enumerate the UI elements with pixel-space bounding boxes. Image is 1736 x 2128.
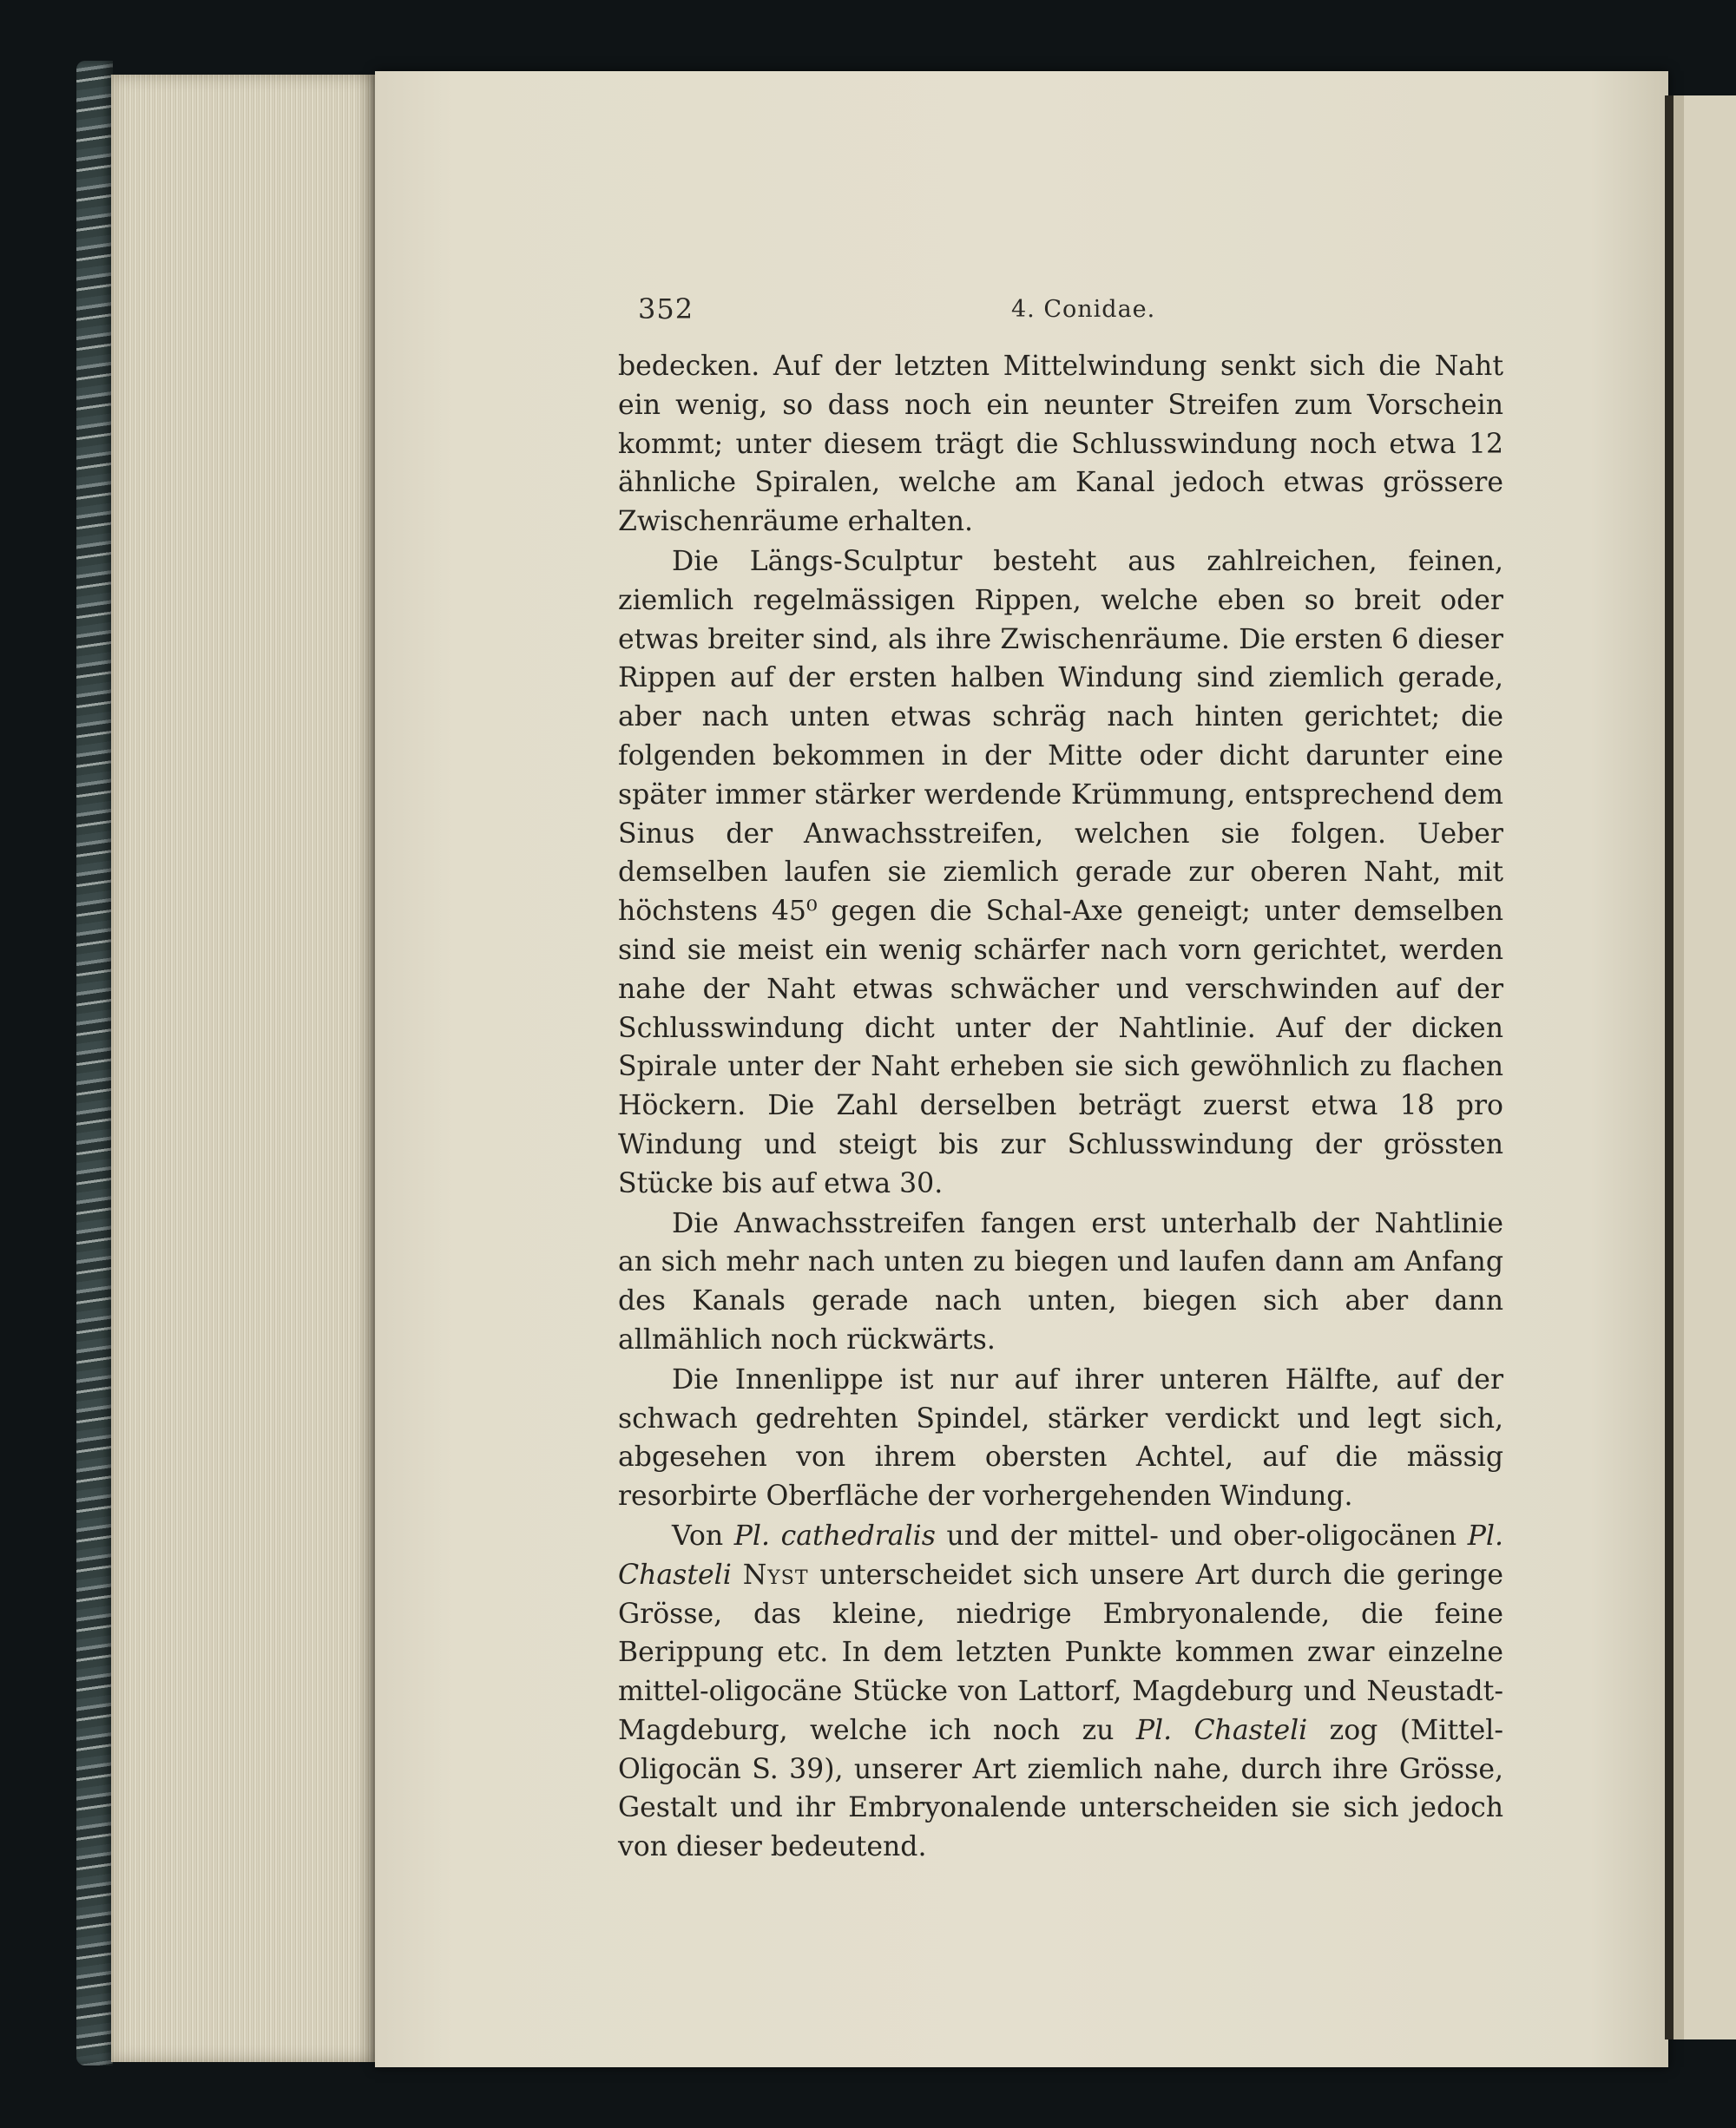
body-text — [618, 347, 1503, 1867]
paragraph-5 — [618, 1517, 1503, 1867]
text-segment: zog (Mittel-Oligocän S. 39), unserer Art ziemlich nahe, durch ihre Grösse, Gestalt und ihr Embryonalende unterscheiden sie sich jedoch von dieser bedeutend. — [618, 1714, 1503, 1863]
next-page-edge — [1665, 95, 1736, 2039]
paragraph-3: Die Anwachsstreifen fangen erst unterhalb der Nahtlinie an sich mehr nach unten zu biegen und laufen dann am Anfang des Kanals gerade nach unten, biegen sich aber dann allmählich noch rückwärts. — [618, 1207, 1503, 1356]
text-segment: Von — [672, 1520, 734, 1552]
species-name: Pl. Chasteli — [618, 1520, 1504, 1591]
marbled-cover-edge — [76, 61, 113, 2066]
paragraph-4: Die Innenlippe ist nur auf ihrer unteren Hälfte, auf der schwach gedrehten Spindel, stärker verdickt und legt sich, abgesehen von ihrem obersten Achtel, auf die mässig resorbirte Oberfläche der vorhergehenden Windung. — [618, 1363, 1503, 1513]
page-number: 352 — [638, 292, 694, 325]
author-name: Nyst — [742, 1559, 809, 1591]
running-head: 4. Conidae. — [1011, 296, 1156, 323]
page-stack-edge — [111, 75, 380, 2062]
text-segment — [732, 1560, 743, 1591]
text-segment: und der mittel- und ober-oligocänen — [935, 1520, 1468, 1552]
paragraph-1: bedecken. Auf der letzten Mittelwindung senkt sich die Naht ein wenig, so dass noch ein neunter Streifen zum Vorschein kommt; unter diesem trägt die Schlusswindung noch etwa 12 ähnliche Spiralen, welche am Kanal jedoch etwas grössere Zwischenräume erhalten. — [618, 351, 1503, 538]
species-name: Pl. cathedralis — [733, 1520, 936, 1552]
species-name: Pl. Chasteli — [1135, 1714, 1308, 1746]
paragraph-2: Die Längs-Sculptur besteht aus zahlreichen, feinen, ziemlich regelmässigen Rippen, welche eben so breit oder etwas breiter sind, als ihre Zwischenräume. Die ersten 6 dieser Rippen auf der ersten halben Windung sind ziemlich gerade, aber nach unten etwas schräg nach hinten gerichtet; die folgenden bekommen in der Mitte oder dicht darunter eine später immer stärker werdende Krümmung, entsprechend dem Sinus der Anwachsstreifen, welchen sie folgen. Ueber demselben laufen sie ziemlich gerade zur oberen Naht, mit höchstens 45⁰ gegen die Schal-Axe geneigt; unter demselben sind sie meist ein wenig schärfer nach vorn gerichtet, werden nahe der Naht etwas schwächer und verschwinden auf der Schlusswindung dicht unter der Nahtlinie. Auf der dicken Spirale unter der Naht erheben sie sich gewöhnlich zu flachen Höckern. Die Zahl derselben beträgt zuerst etwa 18 pro Windung und steigt bis zur Schlusswindung der grössten Stücke bis auf etwa 30. — [618, 545, 1503, 1199]
text-segment: unterscheidet sich unsere Art durch die geringe Grösse, das kleine, niedrige Embryonalende, die feine Berippung etc. In dem letzten Punkte kommen zwar einzelne mittel-oligocäne Stücke von Lattorf, Magdeburg und Neustadt-Magdeburg, welche ich noch zu — [618, 1559, 1503, 1746]
page-header — [638, 292, 1506, 336]
